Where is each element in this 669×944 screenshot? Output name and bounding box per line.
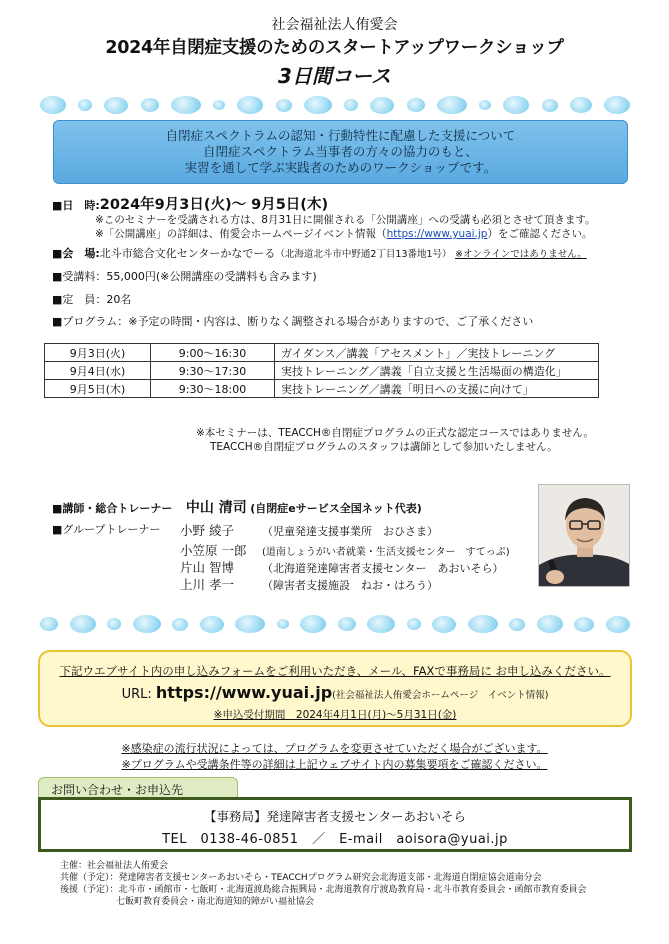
date-value: 2024年9月3日(火)～ 9月5日(木)	[99, 197, 329, 213]
schedule-time: 9:00～16:30	[151, 344, 275, 362]
page-title: 2024年自閉症支援のためのスタートアップワークショップ	[105, 38, 564, 58]
application-box	[38, 650, 632, 727]
date-row	[52, 193, 328, 214]
contact-tel-email: TEL 0138-46-0851 ／ E-mail aoisora@yuai.jp	[162, 832, 508, 847]
trainer-affil: （北海道発達障害者支援センター あおいそら）	[262, 562, 504, 575]
schedule-date: 9月3日(火)	[45, 344, 151, 362]
capacity-row: ■定 員：20名	[52, 293, 132, 306]
main-lecturer-affil: (自閉症eサービス全国ネット代表)	[250, 502, 422, 515]
teacch-note-2: TEACCH®自閉症プログラムのスタッフは講師として参加いたしません。	[210, 441, 558, 453]
org-name: 社会福祉法人侑愛会	[271, 17, 398, 33]
main-lecturer-name: 中山 清司	[185, 500, 247, 516]
table-row	[45, 362, 599, 380]
apply-url-link[interactable]: https://www.yuai.jp	[155, 683, 333, 702]
date-label: ■日 時:	[52, 199, 100, 212]
sponsor-cohost: 共催（予定）：発達障害者支援センターあおいそら・TEACCHプログラム研究会北海道支部・北海道自閉症協会道南分会	[60, 873, 542, 883]
apply-url-row	[40, 683, 630, 702]
teacch-note-1: ※本セミナーは、TEACCH®自閉症プログラムの正式な認定コースではありません。	[196, 427, 594, 439]
contact-box	[38, 797, 632, 852]
apply-period: ※申込受付期間 2024年4月1日(月)～5月31日(金)	[213, 709, 457, 721]
caution-2: ※プログラムや受講条件等の詳細は上記ウェブサイト内の募集要項をご確認ください。	[121, 758, 548, 771]
venue-row	[52, 245, 587, 261]
url-note: (社会福祉法人侑愛会ホームページ イベント情報)	[332, 690, 549, 701]
schedule-content: 実技トレーニング／講義「自立支援と生活場面の構造化」	[275, 362, 599, 380]
fee-row: ■受講料：55,000円(※公開講座の受講料も含みます)	[52, 270, 317, 283]
trainer-row	[180, 575, 438, 593]
trainer-row	[180, 521, 438, 539]
trainer-affil: （障害者支援施設 ねお・はろう）	[262, 579, 438, 592]
bubble-decoration-top	[40, 94, 630, 116]
venue-value: 北斗市総合文化センターかなでーる	[99, 247, 276, 260]
intro-line-2: 自閉症スペクトラム当事者の方々の協力のもと、	[203, 144, 478, 159]
date-note-2-pre: ※「公開講座」の詳細は、侑愛会ホームページイベント情報（	[95, 228, 387, 240]
schedule-date: 9月4日(水)	[45, 362, 151, 380]
table-row	[45, 344, 599, 362]
date-note-2-post: ）をご確認ください。	[487, 228, 593, 240]
trainer-affil: （児童発達支援事業所 おひさま）	[262, 525, 438, 538]
bubble-decoration-middle	[40, 613, 630, 635]
apply-instruction: 下記ウエブサイト内の申し込みフォームをご利用いただき、メール、FAXで事務局に お申し込みください。	[59, 664, 611, 678]
venue-label: ■会 場:	[52, 247, 100, 260]
contact-tab: お問い合わせ・お申込先	[38, 777, 238, 799]
trainer-name: 小野 綾子	[180, 523, 234, 538]
main-lecturer-label: ■講師・総合トレーナー	[52, 502, 173, 515]
venue-note: ※オンラインではありません。	[455, 249, 587, 260]
course-title: 3日間コース	[278, 64, 391, 88]
date-note-1: ※このセミナーを受講される方は、8月31日に開催される「公開講座」への受講も必須とさせて頂きます。	[95, 214, 596, 226]
contact-office: 【事務局】発達障害者支援センターあおいそら	[203, 809, 466, 824]
sponsor-support-1: 後援（予定）：北斗市・函館市・七飯町・北海道渡島総合振興局・北海道教育庁渡島教育局・北斗市教育委員会・函館市教育委員会	[60, 885, 587, 895]
date-note-2	[95, 226, 592, 241]
trainer-affil: (道南しょうがい者就業・生活支援センター すてっぷ)	[262, 547, 510, 558]
schedule-date: 9月5日(木)	[45, 380, 151, 398]
schedule-table	[44, 343, 599, 398]
intro-line-3: 実習を通して学ぶ実践者のためのワークショップです。	[184, 160, 497, 175]
program-note: ■プログラム：※予定の時間・内容は、断りなく調整される場合がありますので、ご了承ください	[52, 315, 534, 328]
table-row	[45, 380, 599, 398]
main-lecturer-row	[52, 497, 422, 517]
schedule-content: 実技トレーニング／講義「明日への支援に向けて」	[275, 380, 599, 398]
yuai-link[interactable]: https://www.yuai.jp	[386, 228, 488, 240]
trainer-name: 小笠原 一郎	[180, 543, 247, 558]
trainer-name: 片山 智博	[180, 560, 234, 575]
sponsor-host: 主催：社会福祉法人侑愛会	[60, 861, 169, 871]
group-trainer-label: ■グループトレーナー	[52, 523, 161, 536]
trainer-row	[180, 541, 510, 559]
intro-banner	[53, 120, 628, 184]
sponsor-support-2: 七飯町教育委員会・南北海道知的障がい福祉協会	[116, 897, 315, 907]
schedule-content: ガイダンス／講義「アセスメント」／実技トレーニング	[275, 344, 599, 362]
intro-line-1: 自閉症スペクトラムの認知・行動特性に配慮した支援について	[165, 128, 516, 143]
caution-1: ※感染症の流行状況によっては、プログラムを変更させていただく場合がございます。	[121, 742, 548, 755]
schedule-time: 9:30～18:00	[151, 380, 275, 398]
schedule-time: 9:30～17:30	[151, 362, 275, 380]
url-label: URL:	[121, 687, 152, 702]
venue-address: （北海道北斗市中野通2丁目13番地1号）	[275, 249, 452, 260]
trainer-name: 上川 孝一	[180, 577, 234, 592]
lecturer-photo	[538, 484, 630, 587]
trainer-row	[180, 558, 504, 576]
